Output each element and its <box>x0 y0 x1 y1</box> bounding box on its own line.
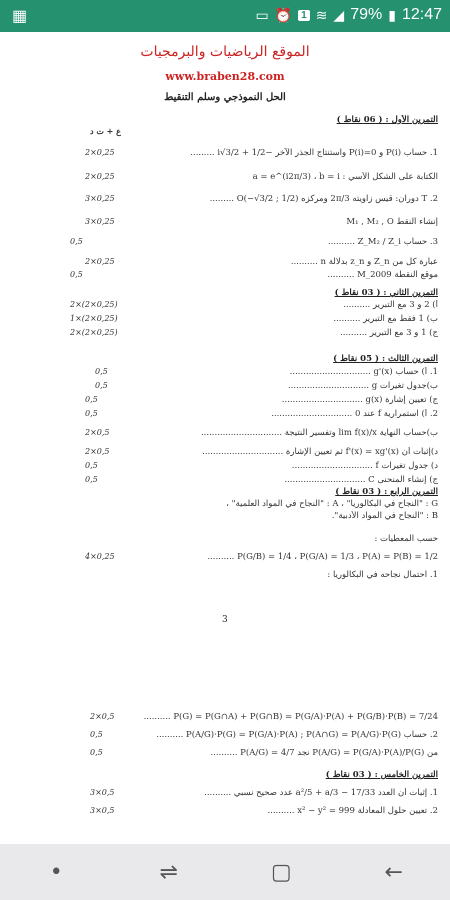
score-cell: 2×0,5 <box>85 428 110 437</box>
wifi-icon: ≋ <box>315 6 328 23</box>
status-icons <box>255 6 442 24</box>
score-cell: 0,5 <box>85 475 98 484</box>
score-cell: 0,5 <box>70 237 83 246</box>
document-title: الحل النموذجي وسلم التنقيط <box>164 92 286 103</box>
score-cell: 2×0,25 <box>85 257 115 266</box>
solution-line: عبارة كل من Z_n و z_n بدلالة n .......... <box>290 257 438 267</box>
score-cell: 4×0,25 <box>85 552 115 561</box>
solution-line: P(G) = P(G∩A) + P(G∩B) = P(G/A)·P(A) + P(G/B)·P(B) = 7/24 .......... <box>143 712 438 722</box>
document-page[interactable] <box>0 32 450 844</box>
score-cell: 0,5 <box>95 367 108 376</box>
score-cell: 3×0,5 <box>90 788 115 797</box>
solution-line: ج) 1 و 3 مع التبرير .......... <box>340 328 438 338</box>
score-cell: 3×0,25 <box>85 194 115 203</box>
solution-line: B : "النجاح في المواد الأدبية". <box>331 511 438 521</box>
home-icon[interactable]: ▢ <box>270 859 292 885</box>
solution-line: 2. T دوران: قيس زاويته 2π/3 ومركزه O(−√3/2 ; 1/2) ......... <box>209 194 438 204</box>
solution-line: د)إثبات أن f'(x) = xg'(x) ثم تعيين الإشارة .............................. <box>202 447 438 457</box>
exercise-heading: التمرين الأول : ( 06 نقاط ) <box>336 115 438 125</box>
clock: 12:47 <box>401 6 442 23</box>
back-icon[interactable]: ← <box>384 859 403 885</box>
solution-line: 2. تعيين حلول المعادلة x² − y² = 999 .......... <box>267 806 438 816</box>
recents-icon[interactable]: ⇌ <box>159 859 178 885</box>
solution-line: ب) 1 فقط مع التبرير .......... <box>333 314 438 324</box>
score-cell: 3×0,25 <box>85 217 115 226</box>
score-cell: 2×0,25 <box>85 172 115 181</box>
score-column-header: ع + ت د <box>90 126 121 136</box>
solution-line: ج) إنشاء المنحنى C .............................. <box>284 475 438 485</box>
score-cell: 0,5 <box>70 270 83 279</box>
page-number: 3 <box>222 615 228 625</box>
cast-icon: ▭ <box>255 6 269 23</box>
solution-line: موقع النقطة M_2009 .......... <box>327 270 438 280</box>
score-cell: 0,5 <box>90 730 103 739</box>
solution-line: ب)جدول تغيرات g .............................. <box>287 381 438 391</box>
solution-line: إنشاء النقط M₁ , M₂ , O <box>346 217 438 227</box>
score-cell: 2×0,25 <box>85 148 115 157</box>
score-cell: 2×(2×0,25) <box>70 328 118 337</box>
exercise-heading: التمرين الخامس : ( 03 نقاط ) <box>325 770 438 780</box>
score-cell: 0,5 <box>95 381 108 390</box>
battery-icon: ▮ <box>388 6 396 23</box>
site-url: www.braben28.com <box>165 70 285 83</box>
solution-line: 1. احتمال نجاحه في البكالوريا : <box>327 570 438 580</box>
solution-line: ب)حساب النهاية lim f(x)/x وتفسير النتيجة .............................. <box>200 428 438 438</box>
site-title: الموقع الرياضيات والبرمجيات <box>140 44 310 60</box>
score-cell: 0,5 <box>85 409 98 418</box>
exercise-heading: التمرين الثالث : ( 05 نقاط ) <box>333 354 438 364</box>
solution-line: من P(A/G) = P(G/A)·P(A)/P(G) نجد P(A/G) = 4/7 .......... <box>210 748 438 758</box>
score-cell: 2×0,5 <box>85 447 110 456</box>
score-cell: 1×(2×0,25) <box>70 314 118 323</box>
status-bar <box>0 0 450 32</box>
alarm-icon: ⏰ <box>274 6 293 23</box>
score-cell: 2×0,5 <box>90 712 115 721</box>
solution-line: الكتابة على الشكل الأسي : a = e^(i2π/3) ، b = i <box>252 172 438 182</box>
solution-line: 3. حساب Z_M₂ / Z_i .......... <box>327 237 438 247</box>
solution-line: 2. حساب P(A/G)·P(G) = P(G/A)·P(A) ; P(A∩G) = P(A/G)·P(G) .......... <box>156 730 438 740</box>
solution-line: ج) تعيين إشارة g(x) .............................. <box>281 395 438 405</box>
score-cell: 0,5 <box>90 748 103 757</box>
solution-line: 2. أ) استمرارية f عند 0 .............................. <box>271 409 438 419</box>
navigation-bar <box>0 844 450 900</box>
battery-level: 79% <box>350 6 383 23</box>
score-cell: 0,5 <box>85 461 98 470</box>
score-cell: 2×(2×0,25) <box>70 300 118 309</box>
solution-line: د) جدول تغيرات f .............................. <box>291 461 438 471</box>
sim-icon: 1 <box>298 10 310 21</box>
solution-line: 1. حساب P(i) و P(i)=0 واستنتاج الجذر الآخر −1/2 + i√3/2 ......... <box>190 148 438 158</box>
solution-line: أ) 2 و 3 مع التبرير .......... <box>343 300 438 310</box>
solution-line: 1. إثبات أن العدد a²/5 + a/3 − 17/33 عدد صحيح نسبي .......... <box>204 788 438 798</box>
exercise-heading: التمرين الثاني : ( 03 نقاط ) <box>334 288 438 298</box>
signal-icon: ◢ <box>333 6 345 23</box>
solution-line: 1. أ) حساب g'(x) .............................. <box>289 367 438 377</box>
score-cell: 0,5 <box>85 395 98 404</box>
exercise-heading: التمرين الرابع : ( 03 نقاط ) <box>335 487 438 497</box>
solution-line: P(G/B) = 1/4 ، P(G/A) = 1/3 ، P(A) = P(B) = 1/2 .......... <box>207 552 438 562</box>
grid-icon: ▦ <box>12 8 28 25</box>
solution-line: G : "النجاح في البكالوريا" ، A : "النجاح في المواد العلمية" ، <box>226 499 438 509</box>
score-cell: 3×0,5 <box>90 806 115 815</box>
dot-icon[interactable]: • <box>49 859 63 885</box>
solution-line: حسب المعطيات : <box>374 534 438 544</box>
